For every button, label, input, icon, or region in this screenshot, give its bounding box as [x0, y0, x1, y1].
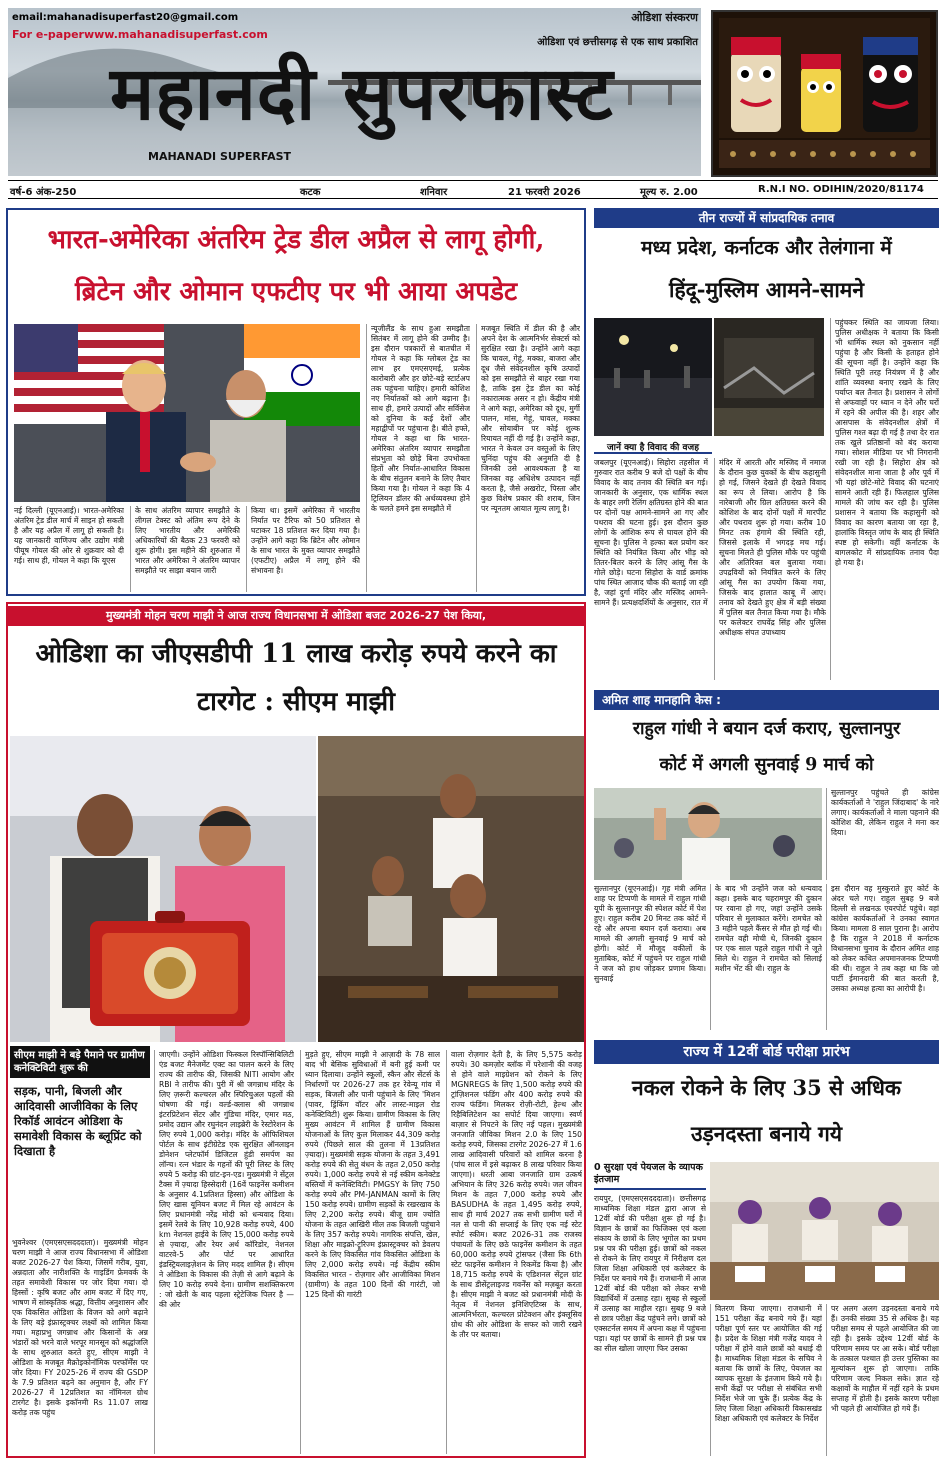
budget-briefcase-photo	[10, 736, 316, 1042]
communal-headline-line2: हिंदू-मुस्लिम आमने-सामने	[669, 277, 864, 302]
exam-headline-line1: नकल रोकने के लिए 35 से अधिक	[631, 1075, 902, 1100]
exam-col2: वितरण किया जाएगा। राजधानी में 151 परीक्षा केंद्र बनाये गये हैं। यहां परीक्षा पूर्ण स्तर पर आयोजित की गई है। प्रदेश के शिक्षा मंत्री गजेंद्र यादव ने परीक्षा में होने वाले छात्रों को बधाई दी है। माध्यमिक शिक्षा मंडल के सचिव ने बताया कि छात्रों के लिए, पेयजल का व्यापक सुरक्षा के इंतजाम किये गये है। सभी केंद्रों पर परीक्षा से संबंधित सभी निर्देश भेजे जा चुके हैं। प्रत्येक केंद्र के लिए जिला शिक्षा अधिकारी विकासखंड शिक्षा अधिकारी एवं कलेक्टर के निर्देश	[710, 1304, 822, 1456]
assembly-budget-photo	[318, 736, 584, 1042]
communal-col2: मंदिर में आरती और मस्जिद में नमाज के दौरान कुछ युवकों के बीच कहासुनी हो गई, जिसने देखते ही देखते विवाद का रूप ले लिया। आरोप है कि नारेबाजी और ग्रिल क्षतिग्रस्त करने की कोशिश के बाद दोनों पक्षों में मारपीट और पथराव शुरू हो गया। करीब 10 मिनट तक हंगामे की स्थिति रही, जिससे इलाके में भगदड़ मच गई। सूचना मिलते ही पुलिस मौके पर पहुंची और अतिरिक्त बल बुलाया गया। उपद्रवियों को नियंत्रित करने के लिए आंसू गैस का उपयोग किया गया, जिसके बाद हालात काबू में आए। तनाव को देखते हुए क्षेत्र में बड़ी संख्या में पुलिस बल तैनात किया गया है। मौके पर कलेक्टर राघवेंद्र सिंह और पुलिस अधीक्षक संपत उपाध्याय	[714, 458, 826, 680]
trade-headline-line2: ब्रिटेन और ओमान एफटीए पर भी आया अपडेट	[74, 277, 518, 307]
dateline-rule-bottom	[8, 198, 938, 199]
budget-col1: भुवनेश्वर (एमएसएसदददाता)। मुख्यमंत्री मोहन चरण माझी ने आज राज्य विधानसभा में ओडिशा बजट 2026-27 पेश किया, जिसमें गरीब, युवा, अन्नदाता और नारीशक्ति के गाइडिंग फ्रेमवर्क के तहत समावेशी विकास पर जोर दिया गया। दो हिस्सों : कृषि बजट और आम बजट में दिए गए, भाषण में सांस्कृतिक श्रद्धा, वित्तीय अनुशासन और एक विकसित ओडिशा के विजन को आगे बढ़ाने के लिए बड़े इंफ्रास्ट्रक्चर लक्ष्यों को शामिल किया गया। महाप्रभु जगन्नाथ और किसानों के अन्न भंडारों को भरने वाले भरपूर मानसून को श्रद्धांजलि के साथ शुरुआत करते हुए, सीएम माझी ने ओडिशा के मजबूत मैक्रोइकोनॉमिक परफॉर्मेंस पर जोर दिया। FY 2025-26 में राज्य की GSDP के 7.9 प्रतिशत बढ़ने का अनुमान है, और FY 2026-27 में 12प्रतिशत का नॉमिनल ग्रोथ टारगेट है। इसके इकॉनमी Rs 11.07 लाख करोड़ तक पहुंच	[12, 1238, 148, 1417]
exam-subhead: 0 सुरक्षा एवं पेयजल के व्यापक इंतजाम	[594, 1162, 706, 1190]
damaged-railing-icon	[714, 318, 824, 436]
exam-hall-photo	[710, 1162, 939, 1300]
story-trade-deal	[6, 208, 586, 596]
assembly-hall-icon	[318, 736, 584, 1042]
cm-with-budget-briefcase-icon	[10, 736, 316, 1042]
year-issue: वर्ष-6 अंक-250	[10, 187, 77, 198]
rahul-gandhi-photo	[594, 788, 822, 880]
budget-sidebar-sub: सड़क, पानी, बिजली और आदिवासी आजीविका के लिए रिकॉर्ड आवंटन ओडिशा के समावेशी विकास के ब्लूप्रिंट को दिखाता है	[14, 1084, 142, 1158]
budget-col4: वाला रोज़गार देती है, के लिए 5,575 करोड़ रुपये। 30 कमज़ोर ब्लॉक में परेशानी की वजह से होने वाले माइग्रेशन को रोकने के लिए MGNREGS के लिए 1,500 करोड़ रुपये की ट्रांज़िशनल फंडिंग और 400 करोड़ रुपये की राज्य फंडिंग। मिलकर रोज़ी-रोटी, हेल्थ और रिहैबिलिटेशन का सपोर्ट दिया जाएगा। स्वर्ण बाज़ार से निपटने के लिए नई पहल। मुख्यमंत्री जनजाति जीविका मिशन 2.0 के लिए 150 करोड़ रुपये, जिसका टारगेट 2026-27 में 1.6 लाख आदिवासी परिवारों को शामिल करना है (पांच साल में इसे बढ़ाकर 8 लाख परिवार किया जाएगा)। धरती आबा जनजाति ग्राम उत्कर्ष अभियान के लिए 326 करोड़ रुपये। जल जीवन मिशन के तहत 7,000 करोड़ रुपये और BASUDHA के तहत 1,495 करोड़ रुपये, साथ ही मार्च 2027 तक सभी ग्रामीण घरों में नल से पानी की सप्लाई के लिए एक नई स्टेट स्पोर्ट स्कीम। बजट 2026-31 तक राजस्व पंचायतों के लिए छठे फाइनेंस कमीशन के तहत 60,000 करोड़ रुपये ट्रांसफर (जैसा कि 6th स्टेट फाइनेंस कमीशन ने रिकमेंड किया है) और 18,715 करोड़ रुपये के एडिशनल सेंट्रल ग्रांट के साथ डीसेंट्रलाइज्ड गवर्नेंस को मज़बूत करता है। सीएम माझी ने बजट को प्रधानमंत्री मोदी के नेतृत्व में नेशनल इनिशिएटिव्स के साथ, आत्मनिर्भरता, कल्चरल प्रोटेक्शन और इंक्लूसिव ग्रोथ की ओर ओडिशा के सफर को जारी रखने के तौर पर बताया।	[446, 1050, 582, 1454]
trade-headline-line1: भारत-अमेरिका अंतरिम ट्रेड डील अप्रैल से लागू होगी,	[47, 225, 545, 255]
budget-sidebar	[10, 1046, 150, 1234]
english-title: MAHANADI SUPERFAST	[148, 150, 292, 163]
budget-sidebar-head: सीएम माझी ने बड़े पैमाने पर ग्रामीण कनेक्टिविटी शुरू की	[10, 1046, 150, 1078]
exam-headline-line2: उड़नदस्ता बनाये गये	[690, 1121, 843, 1146]
dateline-city: कटक	[300, 187, 321, 198]
edition-label: ओडिशा संस्करण	[631, 11, 698, 24]
communal-banner: तीन राज्यों में सांप्रदायिक तनाव	[594, 208, 939, 228]
rahul-banner-text: अमित शाह मानहानि केस :	[602, 693, 721, 707]
communal-headline-line1: मध्य प्रदेश, कर्नाटक और तेलंगाना में	[641, 237, 892, 259]
budget-col3: मुड़ते हुए, सीएम माझी ने आज़ादी के 78 साल बाद भी बेसिक सुविधाओं में बनी हुई कमी पर ध्यान दिलाया। उन्होंने स्कूलों, स्कैन और सेंटर्स के निर्धारणों पर 2026-27 तक हर रेवेन्यू गांव में सड़क, बिजली और पानी पहुंचाने के लिए 'मिशन (पावर, ड्रिंकिंग वॉटर और लास्ट-माइल रोड कनेक्टिविटी) शुरू किया। ग्रामीण विकास के लिए मुख्य आवंटन में शामिल हैं ग्रामीण विकास योजनाओं के लिए कुल मिलाकर 44,309 करोड़ रुपये (पिछले साल की तुलना में 13प्रतिशत ज़्यादा)। मुख्यमंत्री सड़क योजना के तहत 3,491 करोड़ रुपये की सेतु बंधन के तहत 2,050 करोड़ रुपये। 1,000 करोड़ रुपये से नई स्कीम कनेक्टेड बस्तियों में कनेक्टिविटी। PMGSY के लिए 750 करोड़ रुपये और PM-JANMAN कामों के लिए 150 करोड़ रुपये। ग्रामीण सड़कों के रखरखाव के लिए 2,200 करोड़ रुपये। बीजू ग्राम ज्योति योजना के तहत आखिरी मील तक बिजली पहुंचाने के लिए 357 करोड़ रुपये। नागरिक संपत्ति, खेल, शिक्षा और माइक्रो-ट्रूरिज्म इंफ्रास्ट्रक्चर को डेवलप करने के लिए विकसित गांव विकसित ओडिशा के लिए 2,000 करोड़ रुपये। नई केंद्रीय स्कीम विकसित भारत - रोज़गार और आजीविका मिशन (ग्रामीण) के तहत 100 दिनों की गारंटी, जो 125 दिनों की गारंटी	[300, 1050, 440, 1454]
jagannath-photo	[711, 10, 938, 177]
trade-col5: मजबूत स्थिति में डील की है और अपने देश के आत्मनिर्भर सेक्टर्स को सुरक्षित रखा है। उन्होंने आगे कहा कि चावल, गेहूं, मक्का, बाजरा और दूध जैसे संवेदनशील कृषि उत्पादों को इस समझौते से बाहर रखा गया है, ताकि इस ट्रेड डील का कोई नकारात्मक असर न हो। केंद्रीय मंत्री ने आगे कहा, अमेरिका को दूध, मुर्गी पालन, मांस, गेहूं, चावल, मक्का और सोयाबीन पर कोई शुल्क रियायत नहीं दी गई है। उन्होंने कहा, भारत ने केवल उन वस्तुओं के लिए चुनिंदा पहुंच की अनुमति दी है जिनकी उसे आवश्यकता है या जिनका वह अधिशेष उत्पादन नहीं करता है, जैसे अखरोट, पिस्ता और कुछ विशेष प्रकार की शराब, जिन पर न्यूनतम आयात मूल्य लागू है।	[476, 324, 580, 592]
rahul-col3-top: सुल्तानपुर पहुंचते ही कांग्रेस कार्यकर्ताओं ने 'राहुल जिंदाबाद' के नारे लगाए। कार्यकर्ताओं ने माला पहनाने की कोशिश की, लेकिन राहुल ने मना कर दिया।	[826, 788, 939, 880]
communal-subhead: जानें क्या है विवाद की वजह	[607, 443, 699, 453]
budget-headline-line2: टारगेट : सीएम माझी	[197, 687, 395, 717]
trade-col2: के साथ अंतरिम व्यापार समझौते के लीगल टेक्स्ट को अंतिम रूप देने के लिए भारतीय और अमेरिकी अधिकारियों की बैठक 23 फरवरी को शुरू होगी। इस महीने की शुरुआत में भारत और अमेरिका ने अंतरिम व्यापार समझौते पर साझा बयान जारी	[130, 506, 240, 592]
exam-col3: पर अलग अलग उड़नदस्ता बनाये गये हैं। उनकी संख्या 35 से अधिक है। यह परीक्षा समय से पहले आयोजित की जा रही है। इसके उद्देश्य 12वीं बोर्ड के परिणाम समय पर आ सके। बोर्ड परीक्षा के तत्काल पश्चात ही उत्तर पुस्तिका का मूल्यांकन शुरू हो जाएगा। ताकि परिणाम जल्द निकल सके। ज्ञात रहे कक्षावों के माहौल में नहीं रहने के प्रथम सप्ताह में होती है। इसके कारण परीक्षा भी पहले ही आयोजित हो गये हैं।	[826, 1304, 939, 1456]
rahul-waving-icon	[594, 788, 822, 880]
story-odisha-budget	[6, 602, 586, 1458]
contact-email[interactable]: email:mahanadisuperfast20@gmail.com	[12, 12, 239, 23]
trade-col3: किया था। इसमें अमेरिका में भारतीय निर्यात पर टैरिफ को 50 प्रतिशत से घटाकर 18 प्रतिशत कर दिया गया है। उन्होंने आगे कहा कि ब्रिटेन और ओमान के साथ भारत के मुक्त व्यापार समझौते (एफटीए) अप्रैल में लागू होने की संभावना है।	[246, 506, 360, 592]
rahul-col1: सुल्तानपुर (यूएनआई)। गृह मंत्री अमित शाह पर टिप्पणी के मामले में राहुल गांधी यूपी के सुल्तानपुर की स्पेशल कोर्ट में पेश हुए। राहुल करीब 20 मिनट तक कोर्ट में रहे और अपना बयान दर्ज कराया। अब मामले की अगली सुनवाई 9 मार्च को होगी। कोर्ट में मौजूद वकीलों के मुताबिक, कोर्ट में पहुंचने पर राहुल गांधी ने जज को हाथ जोड़कर प्रणाम किया। सुनवाई	[594, 884, 706, 983]
handshake-photo-icon	[14, 324, 360, 502]
rahul-col2: के बाद भी उन्होंने जज को धन्यवाद कहा। इसके बाद चहरामपुर की दुकान पर रवाना हो गए, जहां उन्होंने उसके परिवार से मुलाकात करेंगे। रामचेत को 3 महीने पहले कैंसर से मौत हो गई थी। रामचेत वही मोची थे, जिनकी दुकान पर एक साल पहले राहुल गांधी ने जूते सिले थे। राहुल ने रामचेत को सिलाई मशीन भेंट की थी। राहुल के	[710, 884, 822, 1030]
communal-col3: पहुंचकर स्थिति का जायजा लिया। पुलिस अधीक्षक ने बताया कि किसी भी धार्मिक स्थल को नुकसान नहीं पहुंचा है और किसी के हताहत होने की सूचना नहीं है। उन्होंने कहा कि स्थिति पूरी तरह नियंत्रण में है और शांति व्यवस्था बनाए रखने के लिए पर्याप्त बल तैनात है। प्रशासन ने लोगों से अफवाहों पर ध्यान न देने और घरों में रहने की अपील की है। शहर और आसपास के संवेदनशील क्षेत्रों में पुलिस गश्त बढ़ा दी गई है तथा देर रात तक खुले प्रतिष्ठानों को बंद कराया गया। सोशल मीडिया पर भी निगरानी रखी जा रही है। सिहोरा क्षेत्र को संवेदनशील माना जाता है और पूर्व में भी यहां छोटे-मोटे विवाद की घटनाएं सामने आती रही हैं। फिलहाल पुलिस मामले की जांच कर रही है। पुलिस प्रशासन ने बताया कि कहासुनी को विवाद का कारण बताया जा रहा है, हालांकि विस्तृत जांच के बाद ही स्थिति स्पष्ट हो सकेगी। वहीं कर्नाटक के बागलकोट में सांप्रदायिक तनाव पैदा हो गया है।	[830, 318, 939, 680]
epaper-link[interactable]: For e-paperwww.mahanadisuperfast.com	[12, 28, 268, 41]
rahul-headline-line1: राहुल गांधी ने बयान दर्ज कराए, सुल्तानपुर	[632, 719, 901, 739]
budget-headline-line1: ओडिशा का जीएसडीपी 11 लाख करोड़ रुपये करने का	[35, 639, 557, 669]
rni-number: R.N.I NO. ODIHIN/2020/81174	[758, 184, 924, 195]
night-clash-photo-right	[714, 318, 824, 436]
night-clash-photo-left	[594, 318, 712, 436]
dateline-day: शनिवार	[420, 187, 448, 198]
story-board-exam	[594, 1040, 939, 1458]
deity-triad-icon	[713, 12, 936, 175]
price: मूल्य रु. 2.00	[640, 187, 698, 198]
masthead-tagline: ओडिशा एवं छत्तीसगढ़ से एक साथ प्रकाशित	[537, 37, 698, 48]
trade-col1: नई दिल्ली (यूएनआई)। भारत-अमेरिका अंतरिम ट्रेड डील मार्च में साइन हो सकती है और यह अप्रैल में लागू हो सकती है। यह जानकारी वाणिज्य और उद्योग मंत्री पीयूष गोयल की ओर से शुक्रवार को दी गई। साथ ही, गोयल ने कहा कि यूएस	[14, 506, 124, 565]
masthead	[0, 0, 945, 200]
dateline-date: 21 फरवरी 2026	[508, 187, 581, 198]
story-rahul-gandhi	[594, 690, 939, 1032]
street-night-icon	[594, 318, 712, 436]
trade-col4: न्यूजीलैंड के साथ हुआ समझौता सितंबर में लागू होने की उम्मीद है। इस दौरान पत्रकारों से बातचीत में गोयल ने कहा कि ग्लोबल ट्रेड का लाभ हर एमएसएमई, प्रत्येक कारोबारी और हर छोटे-बड़े स्टार्टअप तक पहुंचना चाहिए। हमारी कोशिश नए निर्यातकों को आगे बढ़ाना है। साथ ही, हमारे उत्पादों और सर्विसेज को दुनिया के कई देशों और महाद्वीपों पर पहुंचाना है। बीते हफ्ते, गोयल ने कहा था कि भारत-अमेरिका अंतरिम व्यापार समझौता संप्रभुता को छोड़े बिना उपभोक्ता हितों और निर्यात-आधारित विकास के बीच संतुलन बनाने के लिए तैयार किया गया है। गोयल ने कहा कि 4 ट्रिलियन डॉलर की अर्थव्यवस्था होने के चलते हमने इस समझौते में	[366, 324, 470, 592]
dateline-rule	[8, 180, 938, 181]
trump-modi-photo	[14, 324, 360, 502]
rahul-headline-line2: कोर्ट में अगली सुनवाई 9 मार्च को	[659, 755, 874, 775]
budget-col2: जाएगी। उन्होंने ओडिशा फिस्कल रिस्पॉन्सिबिलिटी एंड बजट मैनेजमेंट एक्ट का पालन करने के लिए राज्य की तारीफ की, जिसकी NITI आयोग और RBI ने तारीफ की। पुरी में श्री जगन्नाथ मंदिर के लिए ज़रूरी कल्चरल और स्पिरिचुअल पहलों की घोषणा की गई। वर्ल्ड-क्लास श्री जगन्नाथ इंटरप्रिटेशन सेंटर और गुंडिचा मंदिर, एमार मठ, प्रमोद उद्यान और रघुनंदन लाइब्रेरी के रेस्टोरेशन के लिए रुपये 1,000 करोड़। मंदिर के ऑफिशियल पोर्टल के साथ इंटीग्रेटेड एक सुरक्षित ऑनलाइन डोनेशन प्लेटफॉर्म डिजिटल हुंडी समर्पण का लॉन्च। रत्न भंडार के गहनों की पूरी लिस्ट के लिए रुपये 5 करोड़ की ग्रांट-इन-एड। मुख्यमंत्री ने सेंट्रल टैक्स में ज़्यादा हिस्सेदारी (16वें फाइनेंस कमीशन के अनुसार 4.1प्रतिशत हिस्सा) और ओडिशा के लिए खास यूनियन बजट में मिल रहे आवंटन के लिए प्रधानमंत्री नरेंद्र मोदी को धन्यवाद दिया। इसमें रेलवे के लिए 10,928 करोड़ रुपये, 400 km नेशनल हाईवे के लिए 15,000 करोड़ रुपये से ज़्यादा, और रेयर अर्थ कॉरिडोर, नेशनल वाटरवे-5 और पोर्ट पर आधारित इंडस्ट्रियलाइज़ेशन के लिए मदद शामिल है। सीएम ने ओडिशा के विकास की तेज़ी से आगे बढ़ाने के लिए 10 करोड़ रुपये देना। ग्रामीण सशक्तिकरण : जो खेती के बाद पहला स्ट्रेटेजिक पिलर है — की ओर	[154, 1050, 294, 1454]
exam-banner: राज्य में 12वीं बोर्ड परीक्षा प्रारंभ	[594, 1040, 939, 1064]
exam-col1: रायपुर, (एमएसएसदददाता)। छत्तीसगढ़ माध्यमिक शिक्षा मंडल द्वारा आज से 12वीं बोर्ड की परीक्षा शुरू हो गई है। विज्ञान के छात्रों का फिजिक्स एवं कला संकाय के छात्रों के लिए भूगोल का प्रथम प्रश्न पत्र की परीक्षा हुई। छात्रों को नकल से रोकने के लिए रायपुर में निरीक्षण दल जिला शिक्षा अधिकारी एवं कलेक्टर के निर्देश पर बनाये गये हैं। राजधानी में आज 12वीं बोर्ड की परीक्षा को लेकर सभी विद्यार्थियों में उत्साह रहा। सुबह से स्कूलों में उत्साह का माहौल रहा। सुबह 9 बजे से छात्र परीक्षा केंद्र पहुंचने लगे। छात्रों को एक्सटर्नल समय में अपना कक्ष में पहुंचना पड़ा। यहां पर छात्रों के सामने ही प्रश्न पत्र का सील खोला जाएगा फिर उसका	[594, 1194, 706, 1353]
story-communal-tension	[594, 208, 939, 684]
communal-col1: जबलपुर (यूएनआई)। सिहोरा तहसील में गुरुवार रात करीब 9 बजे दो पक्षों के बीच विवाद के बाद तनाव की स्थिति बन गई। जानकारी के अनुसार, एक धार्मिक स्थल के बाहर लगी रेलिंग क्षतिग्रस्त होने की बात पर दोनों पक्ष आमने-सामने आ गए और पथराव की घटना हुई। इस दौरान कुछ लोगों के आंशिक रूप से घायल होने की सूचना है। पुलिस ने हल्का बल प्रयोग कर स्थिति को नियंत्रित किया और भीड़ को तितर-बितर करने के लिए आंसू गैस के गोले छोड़े। घटना सिहोरा के वार्ड क्रमांक पांच स्थित आजाद चौक की बताई जा रही है, जहां दुर्गा मंदिर और मस्जिद आमने-सामने हैं। प्रत्यक्षदर्शियों के अनुसार, रात में	[594, 458, 708, 607]
budget-kicker: मुख्यमंत्री मोहन चरण माझी ने आज राज्य विधानसभा में ओडिशा बजट 2026-27 पेश किया,	[8, 606, 584, 626]
communal-subhead-box	[594, 440, 712, 454]
students-writing-icon	[710, 1162, 939, 1300]
newspaper-title: महानदी सुपरफास्ट	[110, 51, 614, 137]
rahul-banner	[594, 690, 939, 710]
rahul-col3: इस दौरान वह मुस्कुराते हुए कोर्ट के अंदर चले गए। राहुल सुबह 9 बजे दिल्ली से लखनऊ एयरपोर्ट पहुंचे। वहां कांग्रेस कार्यकर्ताओं ने उनका स्वागत किया। मामला 8 साल पुराना है। आरोप है कि राहुल ने 2018 में कर्नाटक विधानसभा चुनाव के दौरान अमित शाह को लेकर कथित अपमानजनक टिप्पणी की थी। राहुल ने तब कहा था कि जो पार्टी ईमानदारी की बात करती है, उसका अध्यक्ष हत्या का आरोपी है।	[826, 884, 939, 1030]
